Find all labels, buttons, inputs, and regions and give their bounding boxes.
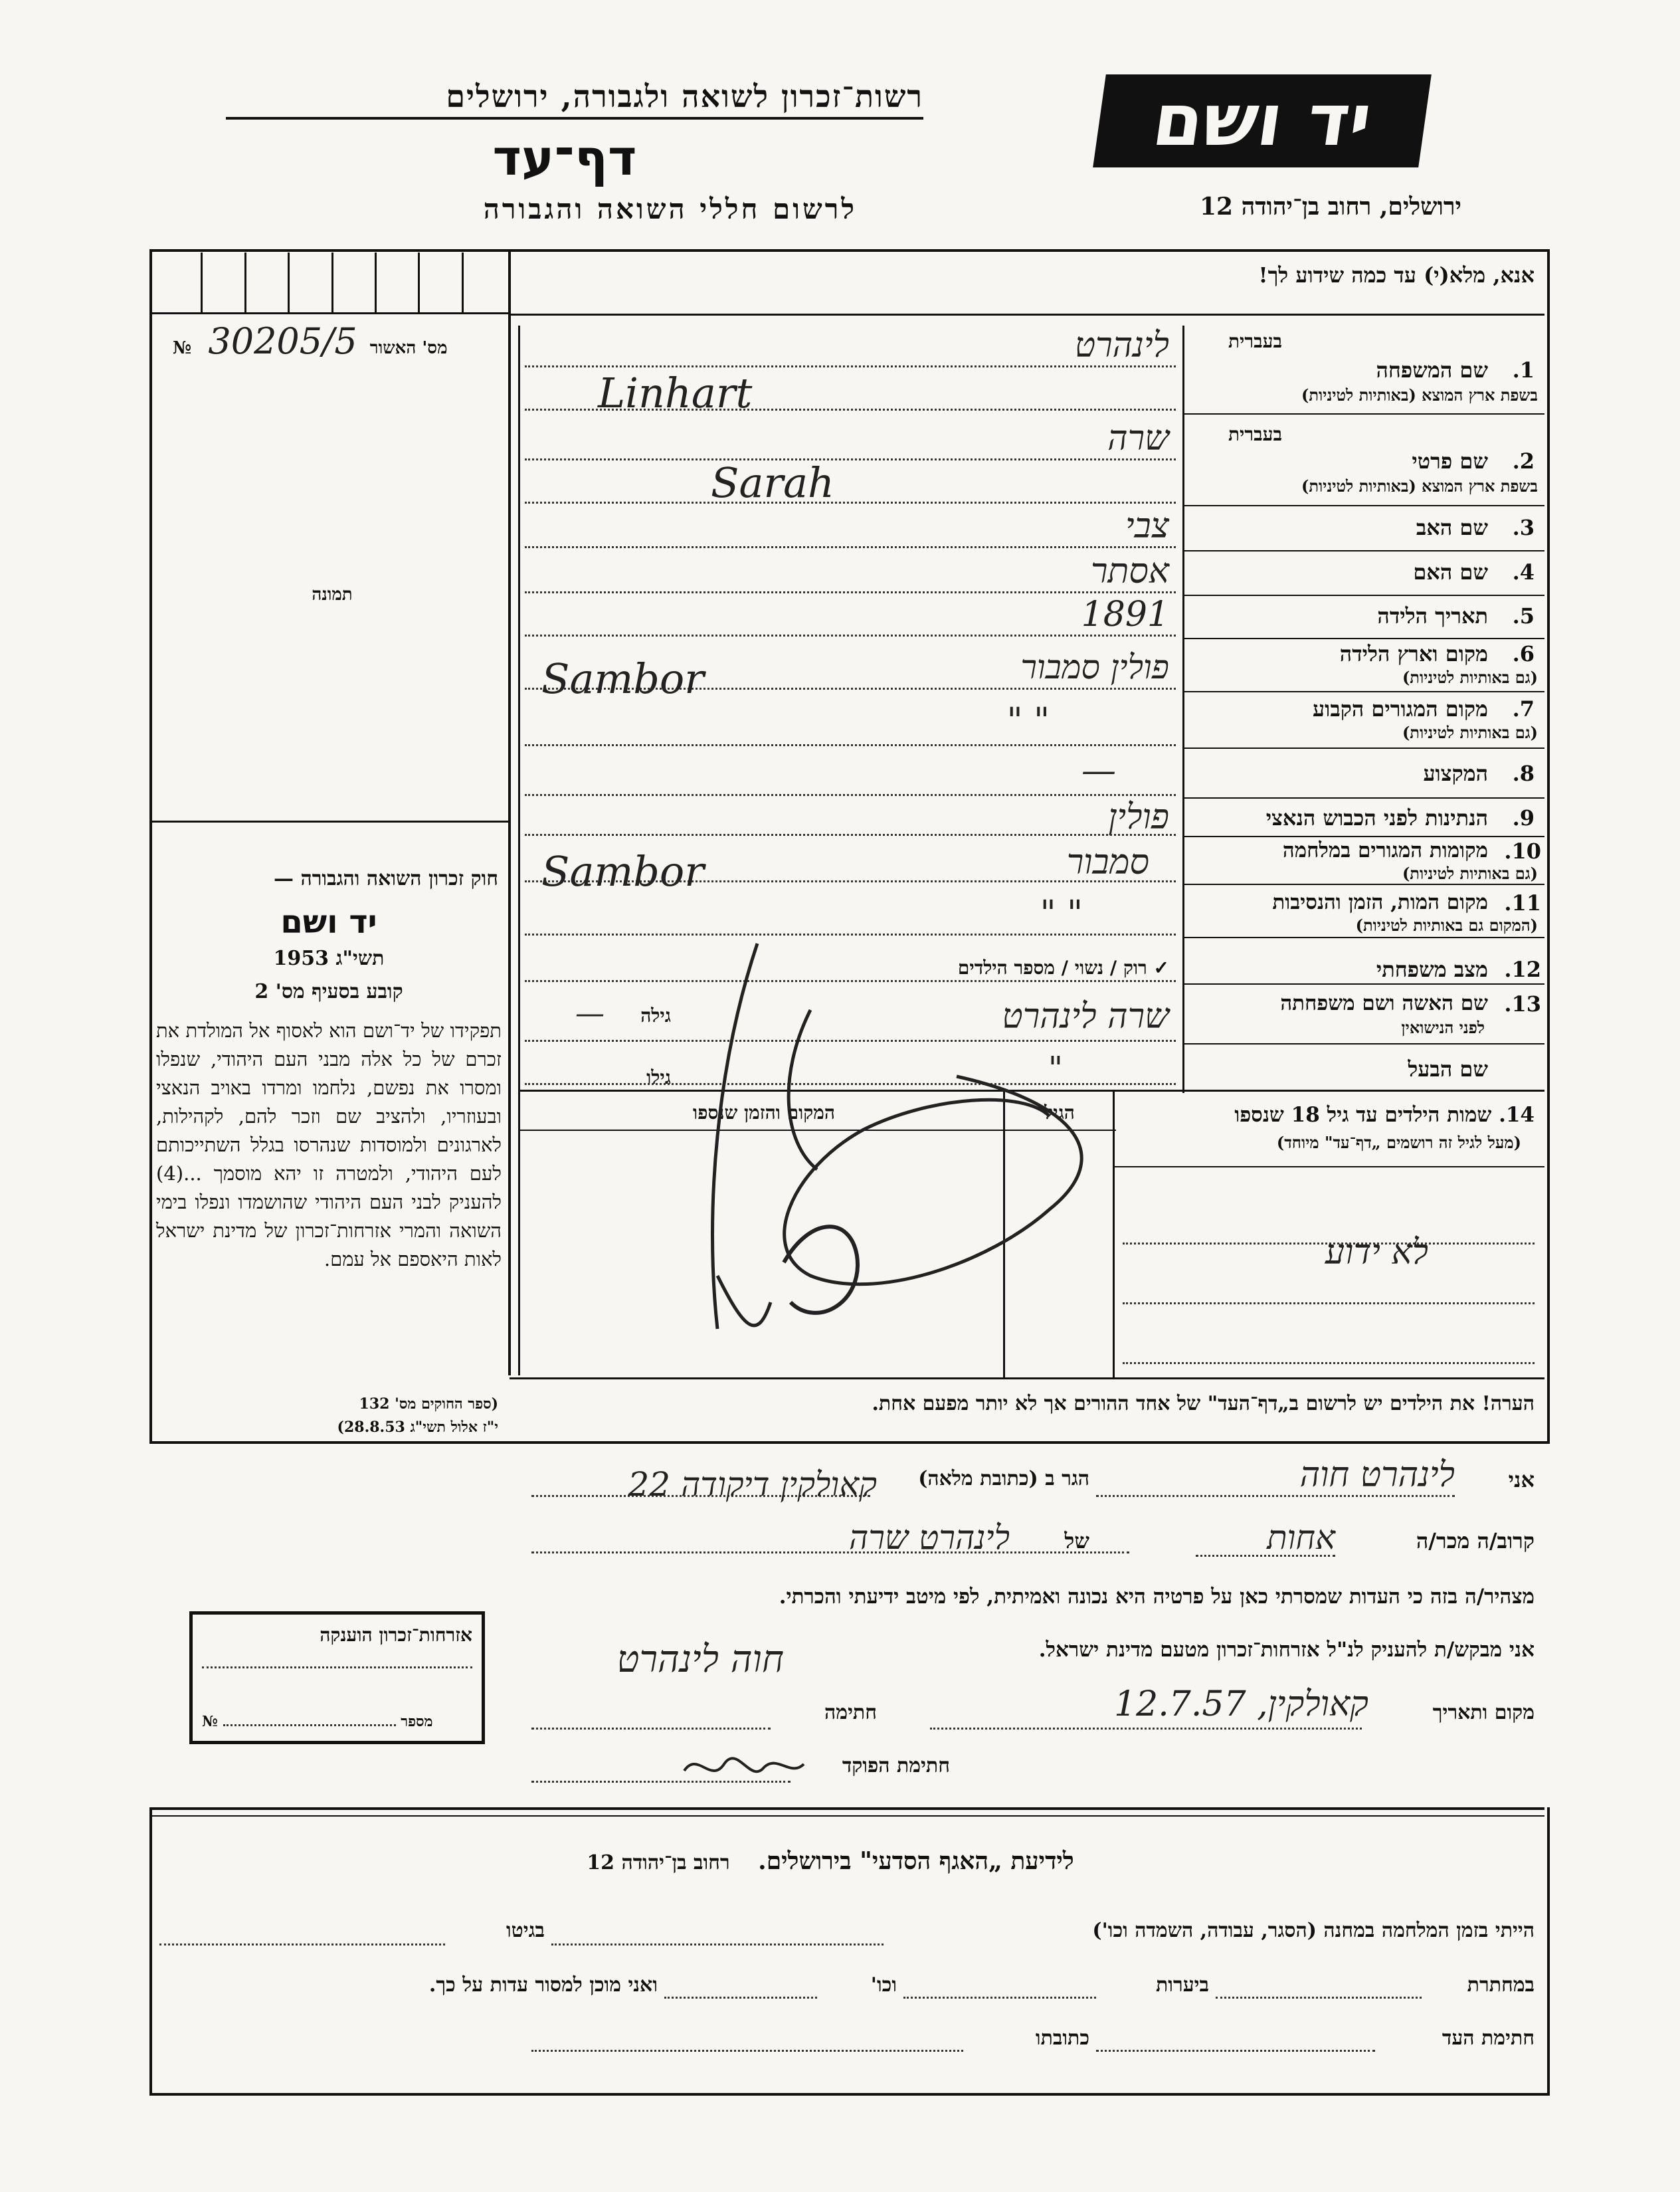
field-3-no: 3.: [1512, 515, 1535, 540]
citizenship-no-symbol: №: [202, 1713, 218, 1730]
field-13-sub: לפני הנישואין: [1401, 1018, 1485, 1037]
witness-relative-value[interactable]: אחות: [1267, 1518, 1335, 1557]
field-3-label: שם האב: [1416, 515, 1488, 540]
footer-line3-b: כתובתו: [1035, 2027, 1089, 2050]
witness-place-date-value[interactable]: קאולקין, 12.7.57: [1114, 1684, 1368, 1724]
field-7-value[interactable]: " ": [1006, 701, 1050, 741]
witness-of: של: [1064, 1528, 1089, 1553]
field-13-label: שם האשה ושם משפחתה: [1280, 991, 1488, 1015]
children-sub: (מעל לגיל זה רושמים „דף־עד" מיוחד): [1276, 1133, 1521, 1152]
field-7-sub: (גם באותיות לטיניות): [1402, 723, 1538, 742]
field-10-value-he[interactable]: סמבור: [1066, 843, 1149, 882]
logo-text: יד ושם: [1147, 79, 1377, 162]
handwritten-scrawl: [678, 930, 1129, 1355]
field-8-value[interactable]: —: [1081, 751, 1116, 791]
yad-vashem-logo: [1093, 74, 1432, 167]
officer-signature-mark: [678, 1744, 810, 1791]
org-line: רשות־זכרון לשואה ולגבורה, ירושלים: [226, 78, 923, 120]
field-3-value[interactable]: צבי: [1125, 506, 1169, 546]
field-6-no: 6.: [1512, 641, 1535, 666]
law-ref-1: (ספר החוקים מס' 132: [359, 1395, 498, 1413]
field-5-value[interactable]: 1891: [1081, 595, 1169, 635]
children-col-age: הגיל: [1044, 1102, 1075, 1124]
field-2-no: 2.: [1512, 448, 1535, 474]
register-tick-strip: [159, 252, 505, 312]
witness-residing: הגר ב (כתובת מלאה): [918, 1467, 1089, 1490]
field-6-sub: (גם באותיות לטיניות): [1402, 668, 1538, 687]
field-13-age-value[interactable]: —: [575, 997, 605, 1031]
register-number-field: [173, 320, 505, 360]
citizenship-box: [189, 1611, 485, 1744]
law-year: תשי"ג 1953: [273, 947, 385, 970]
witness-residing-value[interactable]: קאולקין דיקודה 22: [628, 1465, 877, 1504]
witness-ani-value[interactable]: לינהרט חוה: [1299, 1455, 1455, 1495]
footer-address: רחוב בן־יהודה 12: [587, 1851, 730, 1874]
field-6-value-he[interactable]: פולין סמבור: [1020, 648, 1169, 686]
field-11-sub: (המקום גם באותיות לטיניות): [1355, 916, 1538, 935]
photo-label: תמונה: [312, 585, 353, 605]
field-4-value[interactable]: אסתר: [1090, 551, 1169, 591]
field-2-label: שם פרטי: [1412, 448, 1488, 474]
field-6-value-lat[interactable]: Sambor: [541, 654, 704, 703]
law-yad-vashem: יד ושם: [280, 904, 377, 941]
field-1-label: שם המשפחה: [1376, 357, 1488, 383]
citizenship-title: אזרחות־זכרון הוענקה: [320, 1624, 472, 1646]
reg-label: מס' האשור: [369, 338, 448, 358]
field-1-sub: בשפת ארץ המוצא (באותיות לטיניות): [1301, 385, 1538, 405]
field-10-value-lat[interactable]: Sambor: [541, 847, 704, 896]
footer-line3-a: חתימת העד: [1442, 2027, 1535, 2050]
witness-of-value[interactable]: לינהרט שרה: [849, 1518, 1010, 1557]
children-note: הערה! את הילדים יש לרשום ב„דף־העד" של אחד ההורים אך לא יותר מפעם אחת.: [872, 1392, 1535, 1415]
field-7-label: מקום המגורים הקבוע: [1313, 696, 1488, 722]
footer-line1-a: הייתי בזמן המלחמה במחנה (הסגר, עבודה, השמדה וכו'): [1092, 1919, 1535, 1942]
form-title: דף־עד: [492, 130, 637, 187]
husband-label: שם הבעל: [1408, 1056, 1488, 1082]
field-11-no: 11.: [1504, 890, 1541, 916]
field-10-no: 10.: [1504, 839, 1541, 864]
field-5-no: 5.: [1512, 603, 1535, 629]
reg-number-value: 30205/5: [208, 320, 357, 362]
field-13-age-label: גילה: [640, 1005, 671, 1027]
field-4-no: 4.: [1512, 559, 1535, 585]
field-9-no: 9.: [1512, 805, 1535, 831]
field-11-value[interactable]: " ": [1040, 894, 1083, 934]
field-12-label: מצב משפחתי: [1376, 957, 1488, 982]
law-clause: קובע בסעיף מס' 2: [254, 980, 403, 1003]
witness-ani: אני: [1508, 1467, 1535, 1492]
field-10-label: מקומות המגורים במלחמה: [1282, 839, 1488, 862]
field-6-label: מקום וארץ הלידה: [1339, 641, 1488, 666]
field-9-value[interactable]: פולין: [1108, 797, 1169, 837]
witness-signature: חתימה: [824, 1701, 877, 1724]
field-13-no: 13.: [1504, 991, 1541, 1017]
children-col-place: המקום והזמן שנספו: [693, 1102, 835, 1124]
footer-line2-a: במחתרת: [1467, 1973, 1535, 1997]
field-8-label: המקצוע: [1423, 761, 1488, 786]
field-12-no: 12.: [1504, 957, 1541, 982]
field-2-hebrew-tag: בעברית: [1228, 423, 1282, 445]
field-2-value-he[interactable]: שרה: [1107, 419, 1169, 458]
field-13-value[interactable]: שרה לינהרט: [1002, 997, 1169, 1037]
children-label: 14. שמות הילדים עד גיל 18 שנספו: [1234, 1103, 1535, 1127]
instruction: אנא, מלא(י) עד כמה שידוע לך!: [1258, 262, 1535, 288]
field-4-label: שם האם: [1413, 559, 1488, 585]
field-7-no: 7.: [1512, 696, 1535, 722]
law-title: חוק זכרון השואה והגבורה —: [274, 867, 498, 890]
witness-signature-value[interactable]: חוה לינהרט: [616, 1638, 784, 1681]
witness-declaration: מצהיר/ה בזה כי העדות שמסרתי כאן על פרטיה היא נכונה ואמיתית, לפי מיטב ידיעתי והכרתי.: [779, 1585, 1535, 1609]
law-body: תפקידו של יד־ושם הוא לאסוף אל המולדת את זכרם של כל אלה מבני העם היהודי, שנפלו ומסרו את נפשם, נלחמו ומרדו באויב הנאצי ובעוזריו, ולהציב שם וזכר להם, לקהילות, לארגונים ולמוסדות שנהרסו בגלל השתייכותם לעם היהודי, ולמטרה זו יהא מוסמך ...(4) להעניק לבני העם היהודי שהושמדו ונפלו בימי השואה והמרי אזרחות־זכרון של מדינת ישראל לאות היאספם אל עמם.: [156, 1019, 502, 1270]
footer-line2-d: ואני מוכן למסור עדות על כך.: [428, 1973, 658, 1997]
field-8-no: 8.: [1512, 761, 1535, 786]
husband-value[interactable]: ": [1048, 1050, 1063, 1087]
field-2-sub: בשפת ארץ המוצא (באותיות לטיניות): [1301, 476, 1538, 496]
field-11-label: מקום המות, הזמן והנסיבות: [1272, 890, 1488, 914]
field-2-value-lat[interactable]: Sarah: [711, 458, 834, 507]
footer-line2-b: ביערות: [1155, 1973, 1209, 1997]
witness-place-date: מקום ותאריך: [1432, 1701, 1535, 1724]
husband-age-label: גילו: [646, 1066, 671, 1088]
witness-relative: קרוב/ה מכר/ה: [1416, 1528, 1535, 1553]
field-1-no: 1.: [1512, 357, 1535, 383]
field-1-value-he[interactable]: לינהרט: [1074, 326, 1169, 365]
officer-signature: חתימת הפוקד: [842, 1754, 950, 1777]
field-10-sub: (גם באותיות לטיניות): [1402, 864, 1538, 883]
address: ירושלים, רחוב בן־יהודה 12: [1199, 193, 1461, 221]
field-12-value[interactable]: ✓ רוק / נשוי / מספר הילדים: [957, 957, 1169, 979]
law-ref-2: י"ז אלול תשי"ג 28.8.53): [337, 1419, 498, 1436]
citizenship-no-label: מספר: [401, 1713, 433, 1730]
field-1-value-lat[interactable]: Linhart: [598, 369, 753, 417]
field-5-label: תאריך הלידה: [1377, 603, 1488, 629]
children-value[interactable]: לא ידוע: [1325, 1233, 1428, 1272]
footer-title: לידיעת „האגף הסדעי" בירושלים.: [758, 1847, 1074, 1875]
field-9-label: הנתינות לפני הכבוש הנאצי: [1265, 805, 1488, 831]
footer-line2-c: וכו': [870, 1973, 897, 1997]
reg-no-symbol: №: [173, 338, 192, 358]
witness-request: אני מבקש/ת להעניק לנ"ל אזרחות־זכרון מטעם מדינת ישראל.: [1038, 1638, 1535, 1662]
footer-title-line: [399, 1847, 1262, 1875]
form-subtitle: לרשום חללי השואה והגבורה: [483, 193, 857, 225]
field-1-hebrew-tag: בעברית: [1228, 330, 1282, 352]
footer-line1-b: בגיטו: [506, 1919, 545, 1942]
